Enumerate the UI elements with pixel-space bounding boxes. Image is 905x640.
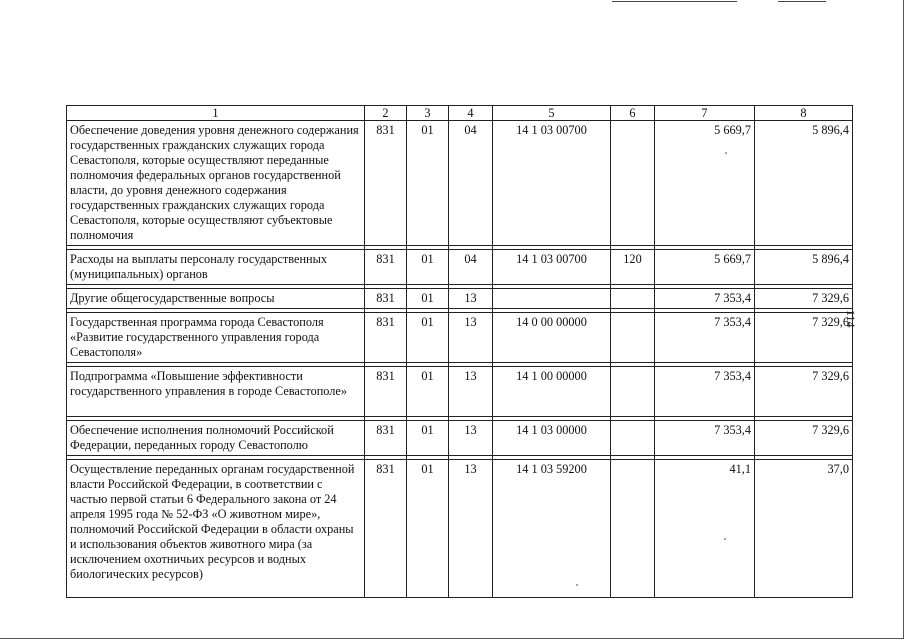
row-section: 01 <box>407 421 449 456</box>
row-amount-year-1: 41,1 <box>655 460 755 598</box>
row-admin-code: 831 <box>365 421 407 456</box>
table-row <box>67 460 853 598</box>
table-row <box>67 421 853 456</box>
table-row <box>67 367 853 417</box>
row-name: Расходы на выплаты персоналу государственных (муниципальных) органов <box>67 250 365 285</box>
row-amount-year-2: 5 896,4 <box>755 250 853 285</box>
top-rule-left <box>612 1 737 2</box>
row-amount-year-1: 7 353,4 <box>655 367 755 417</box>
page-number: 114 <box>844 310 858 328</box>
row-name: Другие общегосударственные вопросы <box>67 289 365 309</box>
row-section: 01 <box>407 289 449 309</box>
header-col-7: 7 <box>655 106 755 121</box>
row-subsection: 13 <box>449 313 493 363</box>
row-expense-type <box>611 421 655 456</box>
scan-speck <box>576 584 578 586</box>
row-expense-type <box>611 313 655 363</box>
row-admin-code: 831 <box>365 367 407 417</box>
row-amount-year-1: 7 353,4 <box>655 313 755 363</box>
row-amount-year-2: 5 896,4 <box>755 121 853 246</box>
table-row <box>67 289 853 309</box>
row-amount-year-1: 7 353,4 <box>655 421 755 456</box>
row-expense-type <box>611 460 655 598</box>
row-subsection: 13 <box>449 367 493 417</box>
row-admin-code: 831 <box>365 313 407 363</box>
row-admin-code: 831 <box>365 250 407 285</box>
row-amount-year-2: 7 329,6 <box>755 367 853 417</box>
row-expense-type: 120 <box>611 250 655 285</box>
row-target-article: 14 1 03 00700 <box>493 250 611 285</box>
header-row <box>67 106 853 121</box>
header-col-8: 8 <box>755 106 853 121</box>
header-col-6: 6 <box>611 106 655 121</box>
row-target-article: 14 1 03 59200 <box>493 460 611 598</box>
row-target-article: 14 1 00 00000 <box>493 367 611 417</box>
row-target-article: 14 1 03 00700 <box>493 121 611 246</box>
row-subsection: 13 <box>449 421 493 456</box>
row-amount-year-2: 7 329,6 <box>755 289 853 309</box>
row-admin-code: 831 <box>365 289 407 309</box>
header-col-2: 2 <box>365 106 407 121</box>
table-row <box>67 313 853 363</box>
budget-table <box>66 105 853 598</box>
row-subsection: 04 <box>449 250 493 285</box>
row-amount-year-2: 37,0 <box>755 460 853 598</box>
row-expense-type <box>611 367 655 417</box>
row-admin-code: 831 <box>365 460 407 598</box>
row-amount-year-1: 5 669,7 <box>655 250 755 285</box>
row-section: 01 <box>407 121 449 246</box>
row-amount-year-1: 7 353,4 <box>655 289 755 309</box>
scan-speck <box>725 152 727 154</box>
row-target-article: 14 0 00 00000 <box>493 313 611 363</box>
row-subsection: 04 <box>449 121 493 246</box>
row-name: Обеспечение доведения уровня денежного содержания государственных гражданских служащих города Севастополя, которые осуществляют переданные полномочия федеральных органов государственной власти, до уровня денежного содержания государственных гражданских служащих города Севастополя, которые осуществляют субъектовые полномочия <box>67 121 365 246</box>
row-name: Обеспечение исполнения полномочий Российской Федерации, переданных городу Севастополю <box>67 421 365 456</box>
header-col-1: 1 <box>67 106 365 121</box>
row-amount-year-1: 5 669,7 <box>655 121 755 246</box>
row-section: 01 <box>407 460 449 598</box>
row-expense-type <box>611 289 655 309</box>
top-rule-right <box>778 1 826 2</box>
table-row <box>67 121 853 246</box>
row-section: 01 <box>407 367 449 417</box>
header-col-4: 4 <box>449 106 493 121</box>
row-name: Подпрограмма «Повышение эффективности государственного управления в городе Севастополе» <box>67 367 365 417</box>
row-subsection: 13 <box>449 289 493 309</box>
row-amount-year-2: 7 329,6 <box>755 421 853 456</box>
row-target-article <box>493 289 611 309</box>
row-admin-code: 831 <box>365 121 407 246</box>
scan-speck <box>724 538 726 540</box>
row-expense-type <box>611 121 655 246</box>
row-target-article: 14 1 03 00000 <box>493 421 611 456</box>
row-section: 01 <box>407 250 449 285</box>
header-col-5: 5 <box>493 106 611 121</box>
row-name: Государственная программа города Севастополя «Развитие государственного управления города Севастополя» <box>67 313 365 363</box>
table-row <box>67 250 853 285</box>
row-section: 01 <box>407 313 449 363</box>
header-col-3: 3 <box>407 106 449 121</box>
row-name: Осуществление переданных органам государственной власти Российской Федерации, в соответствии с частью первой статьи 6 Федерального закона от 24 апреля 1995 года № 52-ФЗ «О животном мире», полномочий Российской Федерации в области охраны и использования объектов животного мира (за исключением охотничьих ресурсов и водных биологических ресурсов) <box>67 460 365 598</box>
row-amount-year-2: 7 329,6 <box>755 313 853 363</box>
row-subsection: 13 <box>449 460 493 598</box>
